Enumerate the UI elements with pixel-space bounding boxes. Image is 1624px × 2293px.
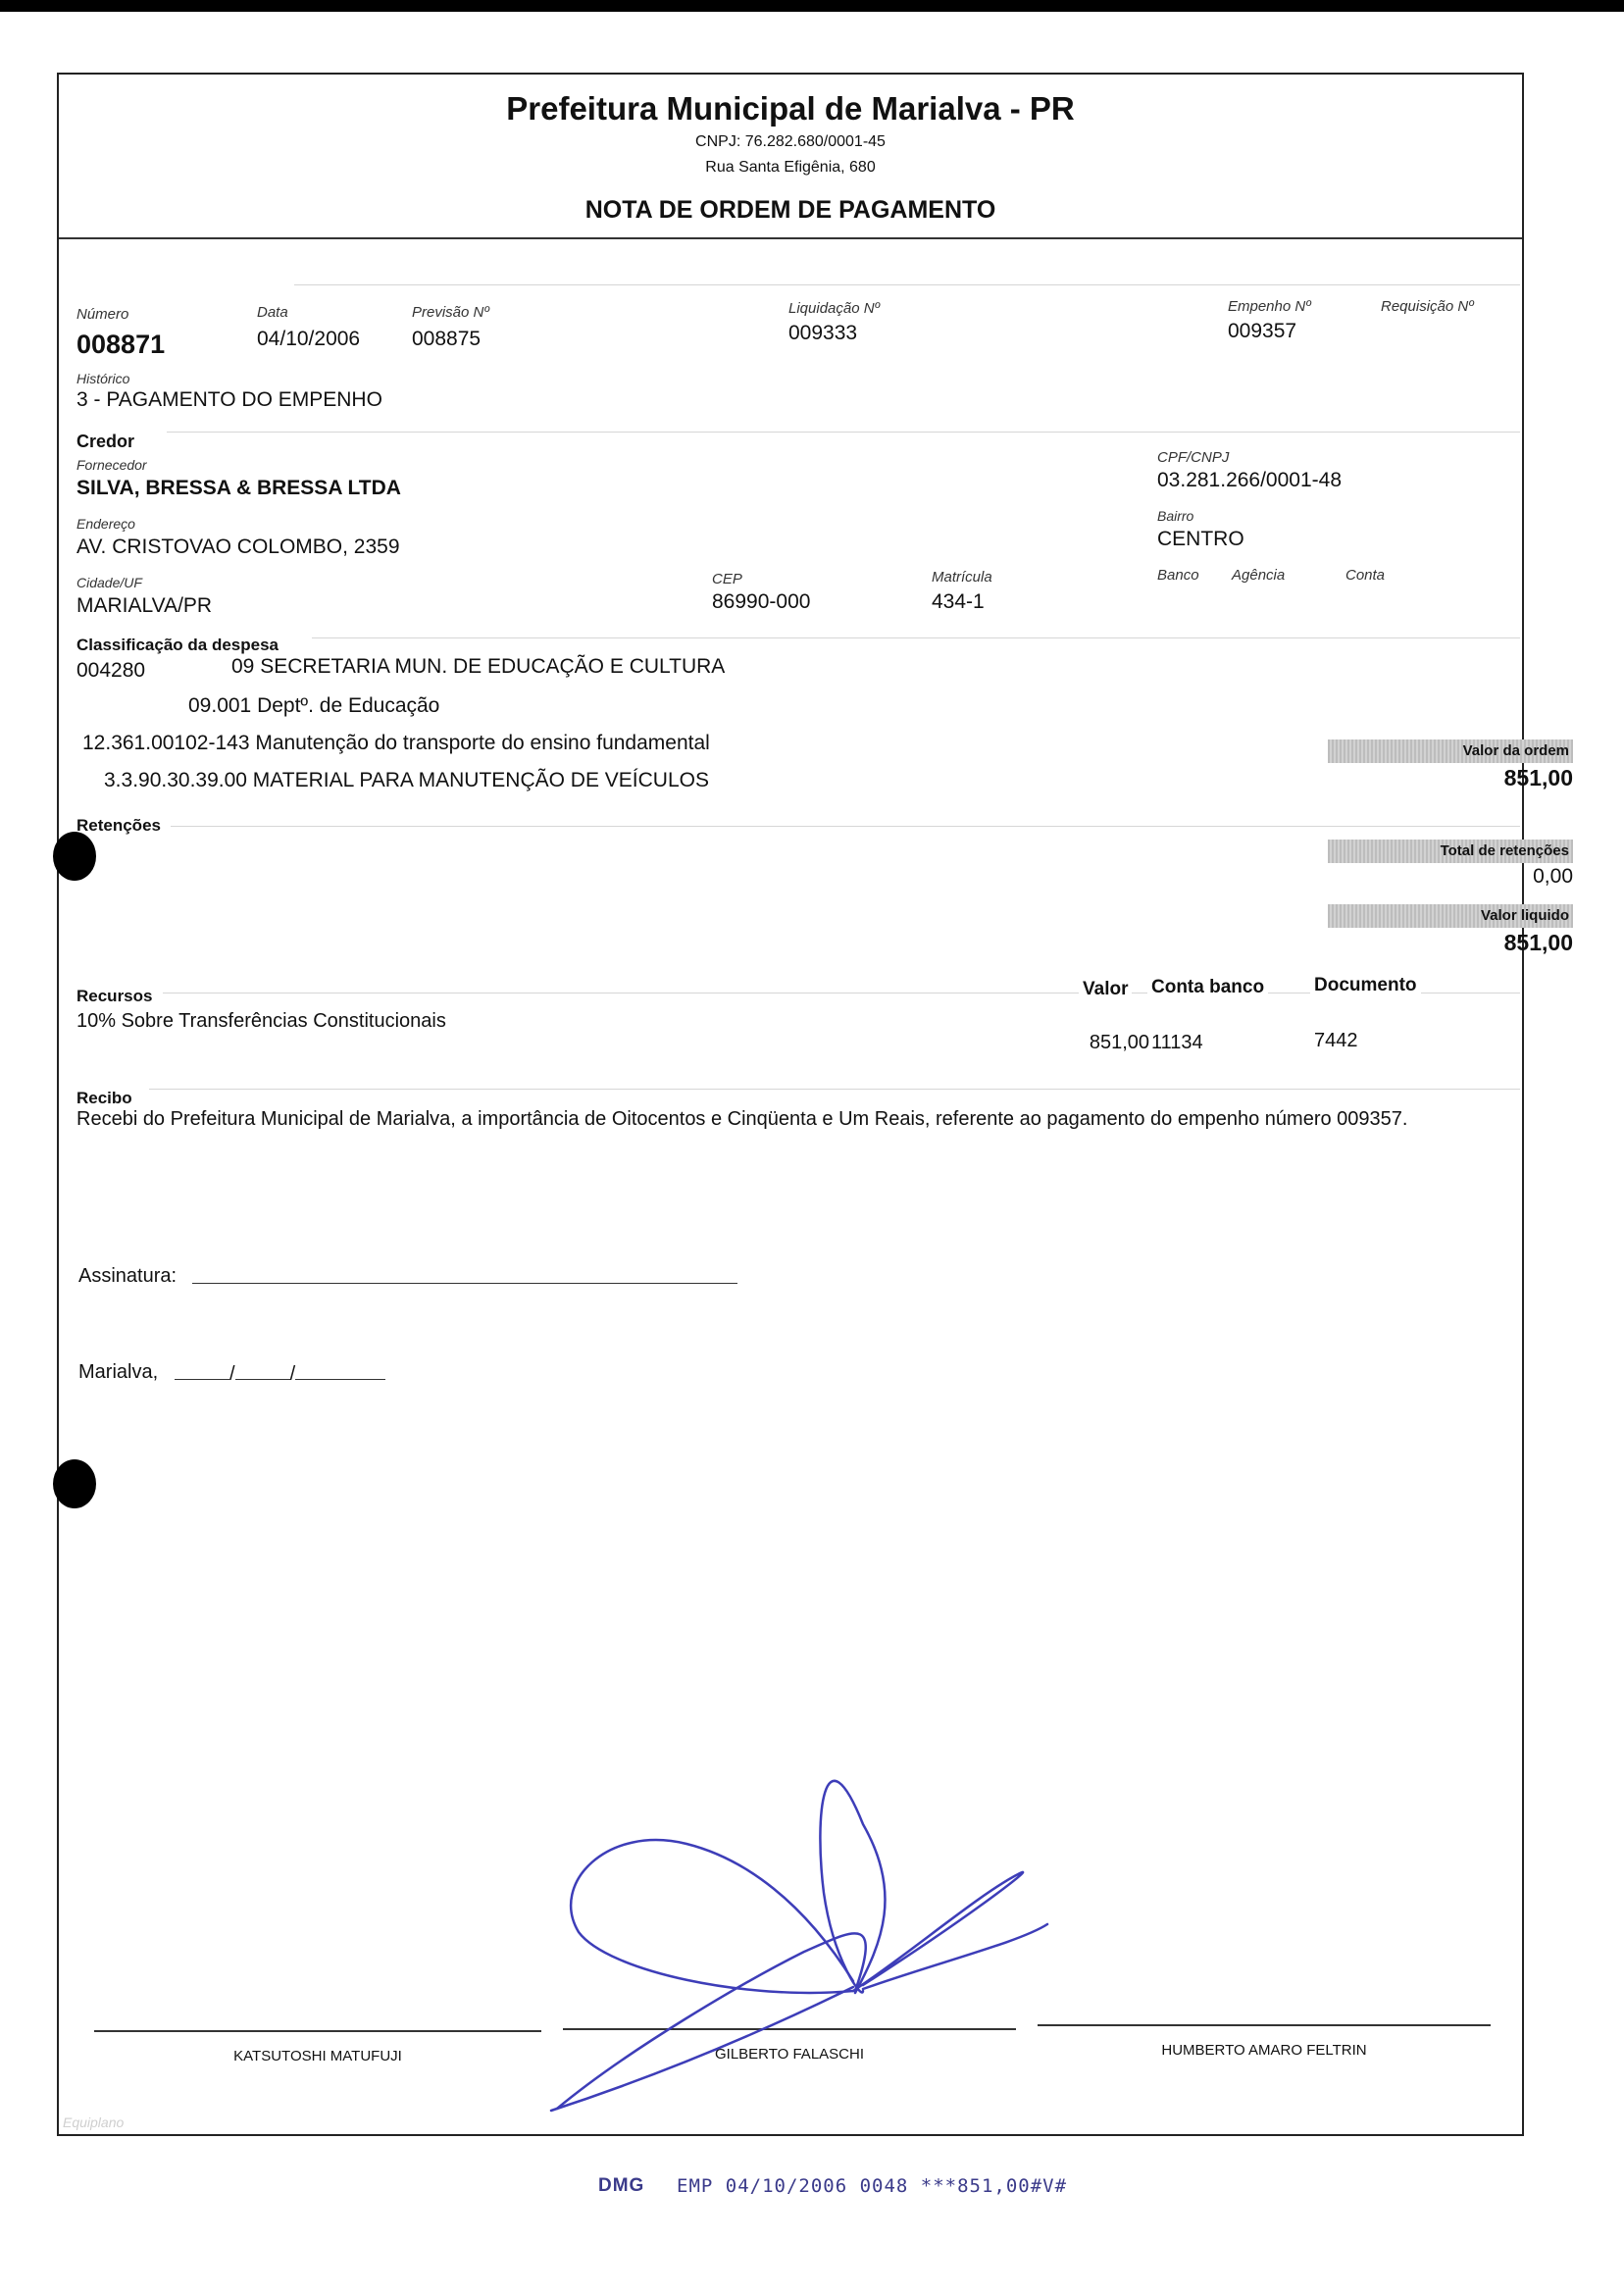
document-frame bbox=[57, 73, 1573, 2136]
page-title: Prefeitura Municipal de Marialva - PR bbox=[506, 90, 1075, 127]
signatory-2: GILBERTO FALASCHI bbox=[715, 2046, 864, 2063]
cpf-label: CPF/CNPJ bbox=[1157, 449, 1230, 466]
secretaria: 09 SECRETARIA MUN. DE EDUCAÇÃO E CULTURA bbox=[231, 655, 726, 678]
data-label: Data bbox=[257, 304, 288, 321]
local-label: Marialva, bbox=[78, 1361, 159, 1383]
punch-hole bbox=[53, 1459, 96, 1508]
departamento: 09.001 Deptº. de Educação bbox=[188, 694, 440, 717]
recursos-documento-label: Documento bbox=[1310, 975, 1421, 996]
agencia-label: Agência bbox=[1232, 567, 1286, 584]
valor-liquido-value: 851,00 bbox=[1503, 930, 1573, 955]
date-blanks: / / bbox=[175, 1361, 385, 1386]
scan-top-edge bbox=[0, 0, 1624, 12]
footer-brand: DMG bbox=[598, 2175, 645, 2196]
valor-ordem-value: 851,00 bbox=[1503, 765, 1573, 790]
fornecedor-value: SILVA, BRESSA & BRESSA LTDA bbox=[76, 477, 401, 499]
recursos-documento: 7442 bbox=[1314, 1030, 1358, 1051]
empenho-value: 009357 bbox=[1228, 320, 1297, 342]
historico-value: 3 - PAGAMENTO DO EMPENHO bbox=[76, 388, 382, 411]
classificacao-section: Classificação da despesa bbox=[76, 636, 279, 654]
fornecedor-label: Fornecedor bbox=[76, 457, 147, 473]
cep-label: CEP bbox=[712, 571, 742, 587]
total-retencoes-value: 0,00 bbox=[1533, 865, 1573, 888]
recursos-valor: 851,00 bbox=[1089, 1032, 1149, 1053]
liquidacao-value: 009333 bbox=[788, 322, 858, 344]
document-title: NOTA DE ORDEM DE PAGAMENTO bbox=[584, 196, 996, 224]
punch-hole bbox=[53, 832, 96, 881]
divider bbox=[171, 826, 1520, 827]
recursos-descricao: 10% Sobre Transferências Constitucionais bbox=[76, 1010, 446, 1032]
programa: 12.361.00102-143 Manutenção do transporte do ensino fundamental bbox=[82, 732, 710, 754]
signature-line-2 bbox=[563, 2028, 1016, 2030]
signatory-1: KATSUTOSHI MATUFUJI bbox=[233, 2048, 402, 2064]
signatory-3: HUMBERTO AMARO FELTRIN bbox=[1161, 2042, 1367, 2059]
divider bbox=[294, 284, 1520, 285]
divider bbox=[167, 432, 1520, 433]
recibo-text: Recebi do Prefeitura Municipal de Marialva, a importância de Oitocentos e Cinqüenta e Um Reais, referente ao pagamento do empenho número 009357. bbox=[76, 1108, 1408, 1130]
numero-value: 008871 bbox=[76, 330, 166, 359]
recursos-section: Recursos bbox=[76, 987, 153, 1005]
assinatura-label: Assinatura: bbox=[78, 1265, 178, 1287]
cpf-value: 03.281.266/0001-48 bbox=[1157, 469, 1343, 491]
matricula-value: 434-1 bbox=[932, 590, 985, 613]
valor-ordem-label: Valor da ordem bbox=[1328, 739, 1573, 763]
cep-value: 86990-000 bbox=[712, 590, 811, 613]
cidade-value: MARIALVA/PR bbox=[76, 594, 213, 617]
historico-label: Histórico bbox=[76, 371, 130, 386]
cidade-label: Cidade/UF bbox=[76, 575, 142, 590]
matricula-label: Matrícula bbox=[932, 569, 992, 586]
retencoes-section: Retenções bbox=[76, 816, 161, 835]
endereco-value: AV. CRISTOVAO COLOMBO, 2359 bbox=[76, 535, 400, 558]
signature-line-3 bbox=[1038, 2024, 1491, 2026]
divider bbox=[312, 637, 1520, 638]
footer-stamp: EMP 04/10/2006 0048 ***851,00#V# bbox=[677, 2175, 1068, 2197]
recibo-section: Recibo bbox=[76, 1089, 132, 1107]
classificacao-code: 004280 bbox=[76, 659, 146, 682]
cnpj-line: CNPJ: 76.282.680/0001-45 bbox=[695, 133, 886, 150]
conta-label: Conta bbox=[1345, 567, 1386, 584]
recursos-valor-label: Valor bbox=[1079, 979, 1132, 1000]
header-divider bbox=[59, 237, 1522, 239]
bairro-value: CENTRO bbox=[1157, 528, 1244, 550]
numero-label: Número bbox=[76, 306, 129, 323]
empenho-label: Empenho Nº bbox=[1228, 298, 1311, 315]
recursos-conta: 11134 bbox=[1151, 1032, 1203, 1053]
banco-label: Banco bbox=[1157, 567, 1199, 584]
divider bbox=[149, 1089, 1520, 1090]
previsao-label: Previsão Nº bbox=[412, 304, 489, 321]
endereco-label: Endereço bbox=[76, 516, 135, 532]
address-line: Rua Santa Efigênia, 680 bbox=[705, 159, 876, 176]
total-retencoes-label: Total de retenções bbox=[1328, 840, 1573, 863]
watermark: Equiplano bbox=[63, 2115, 125, 2130]
requisicao-label: Requisição Nº bbox=[1381, 298, 1474, 315]
data-value: 04/10/2006 bbox=[257, 328, 361, 350]
liquidacao-label: Liquidação Nº bbox=[788, 300, 881, 317]
recursos-conta-label: Conta banco bbox=[1147, 977, 1268, 998]
bairro-label: Bairro bbox=[1157, 508, 1194, 524]
previsao-value: 008875 bbox=[412, 328, 482, 350]
elemento-despesa: 3.3.90.30.39.00 MATERIAL PARA MANUTENÇÃO DE VEÍCULOS bbox=[104, 769, 709, 791]
signature-line-1 bbox=[94, 2030, 541, 2032]
credor-section: Credor bbox=[76, 432, 135, 451]
valor-liquido-label: Valor liquido bbox=[1328, 904, 1573, 928]
assinatura-line bbox=[192, 1283, 737, 1284]
